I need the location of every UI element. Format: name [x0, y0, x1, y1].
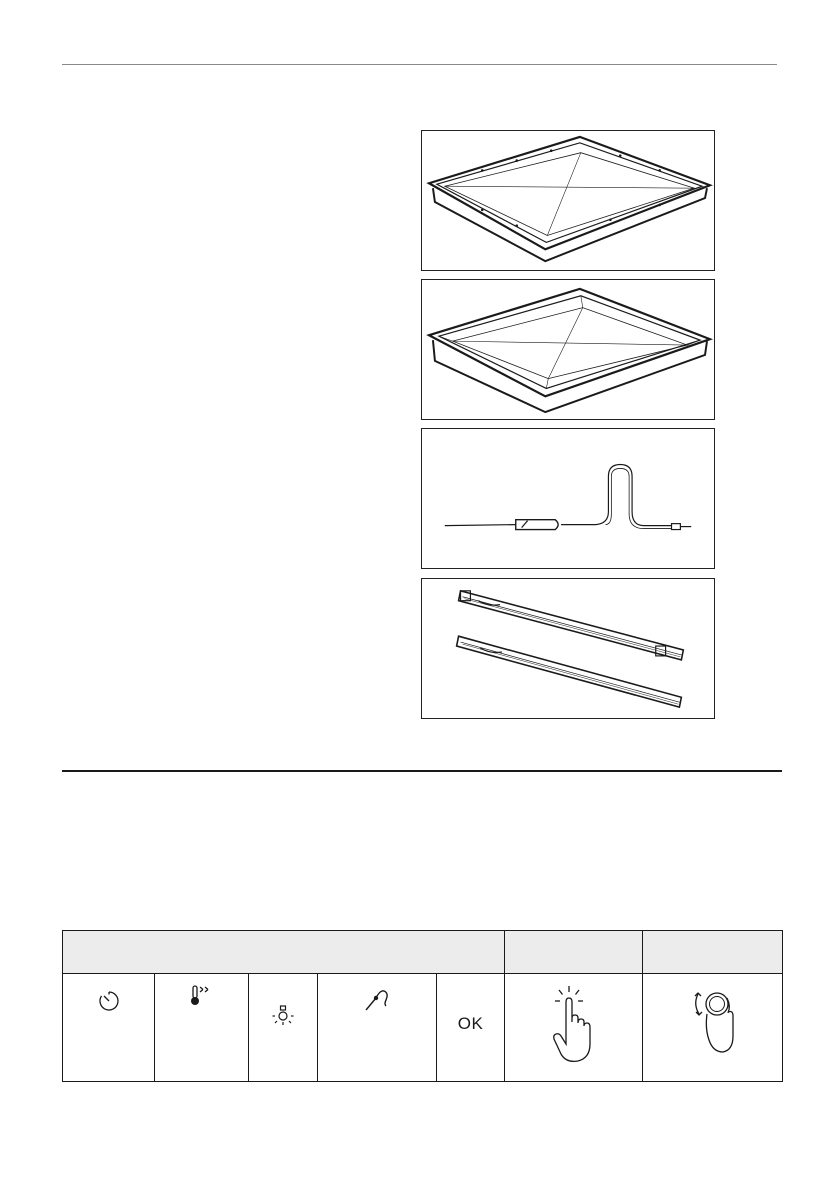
section-divider	[62, 770, 782, 772]
ok-label: OK	[457, 1014, 484, 1033]
touch-gesture-cell	[505, 974, 643, 1082]
knob-header	[643, 931, 783, 974]
telescopic-runners-drawing	[422, 579, 714, 718]
baking-tray-drawing	[422, 131, 714, 270]
core-temperature-sensor-figure	[421, 428, 715, 569]
core-sensor-cell	[318, 974, 437, 1082]
lamp-cell	[249, 974, 318, 1082]
control-panel-table	[62, 930, 783, 1082]
core-temperature-sensor-icon	[362, 986, 392, 1014]
fast-heat-up-cell	[155, 974, 249, 1082]
rotate-knob-hand-icon	[687, 984, 739, 1056]
timer-icon	[96, 988, 122, 1014]
grill-roasting-pan-figure	[421, 279, 715, 420]
sensor-field-header	[63, 931, 505, 974]
core-temperature-sensor-drawing	[422, 429, 714, 568]
touch-hand-icon	[551, 984, 597, 1066]
grill-roasting-pan-drawing	[422, 280, 714, 419]
lamp-icon	[271, 1004, 295, 1032]
ok-cell	[437, 974, 505, 1082]
timer-cell	[63, 974, 155, 1082]
telescopic-runners-figure	[421, 578, 715, 719]
page-header-rule	[62, 64, 777, 65]
rotate-gesture-cell	[643, 974, 783, 1082]
baking-tray-figure	[421, 130, 715, 271]
touch-header	[505, 931, 643, 974]
fast-heat-up-icon	[187, 984, 217, 1010]
